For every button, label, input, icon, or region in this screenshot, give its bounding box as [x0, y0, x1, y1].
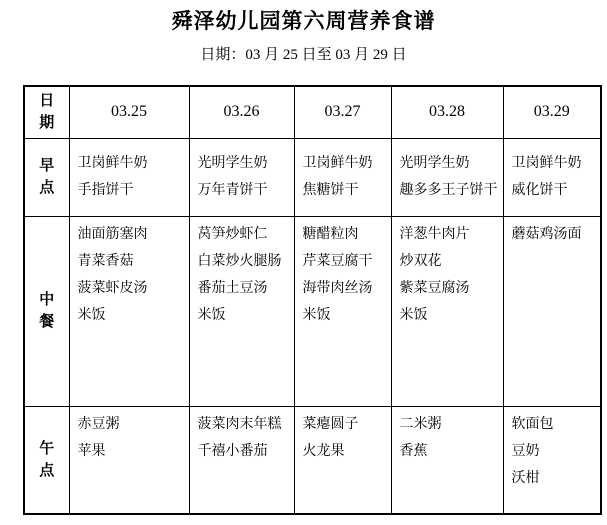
page-title: 舜泽幼儿园第六周营养食谱	[171, 9, 436, 33]
dish-line: 糖醋粒肉	[302, 226, 359, 242]
menu-cell-breakfast-0327	[294, 138, 391, 216]
date-range-subtitle: 日期：03 月 25 日至 03 月 29 日	[200, 47, 407, 63]
dish-line: 赤豆粥	[77, 416, 120, 432]
dish-line: 光明学生奶	[197, 156, 268, 171]
dish-line: 软面包	[511, 416, 554, 432]
row-label-lunch: 中餐	[24, 216, 69, 406]
dish-line: 米饭	[77, 307, 106, 323]
dish-line: 蘑菇鸡汤面	[511, 226, 582, 242]
dish-line: 威化饼干	[511, 183, 568, 198]
dish-line: 焦糖饼干	[302, 183, 359, 198]
dish-line: 卫岗鲜牛奶	[302, 156, 373, 171]
dish-line: 菠菜虾皮汤	[77, 280, 148, 296]
dish-line: 米饭	[302, 307, 331, 323]
dish-line: 芹菜豆腐干	[302, 253, 373, 269]
menu-cell-breakfast-0329	[503, 138, 601, 216]
dish-line: 豆奶	[511, 443, 540, 459]
corner-header-date: 日期	[24, 86, 69, 138]
date-header-0328: 03.28	[391, 86, 503, 138]
weekly-menu-table	[23, 85, 602, 515]
dish-line: 莴笋炒虾仁	[197, 226, 268, 242]
dish-line: 炒双花	[399, 253, 442, 269]
menu-cell-breakfast-0328	[391, 138, 503, 216]
dish-line: 火龙果	[302, 443, 345, 459]
date-header-0325: 03.25	[69, 86, 189, 138]
menu-cell-snack-0329	[503, 406, 601, 514]
menu-cell-lunch-0327	[294, 216, 391, 406]
menu-cell-snack-0326	[189, 406, 294, 514]
dish-line: 二米粥	[399, 416, 442, 432]
menu-cell-lunch-0326	[189, 216, 294, 406]
dish-line: 千禧小番茄	[197, 443, 268, 459]
lunch-row	[24, 216, 601, 406]
dish-line: 卫岗鲜牛奶	[511, 156, 582, 171]
dish-line: 沃柑	[511, 470, 540, 486]
afternoon-snack-row	[24, 406, 601, 514]
menu-cell-snack-0327	[294, 406, 391, 514]
dish-line: 手指饼干	[77, 183, 134, 198]
header-row	[24, 86, 601, 138]
dish-line: 趣多多王子饼干	[399, 183, 498, 198]
dish-line: 卫岗鲜牛奶	[77, 156, 148, 171]
dish-line: 菠菜肉末年糕	[197, 416, 282, 432]
dish-line: 光明学生奶	[399, 156, 470, 171]
dish-line: 海带肉丝汤	[302, 280, 373, 296]
dish-line: 苹果	[77, 443, 106, 459]
date-header-0327: 03.27	[294, 86, 391, 138]
dish-line: 香蕉	[399, 443, 428, 459]
dish-line: 菜瘪圆子	[302, 416, 359, 432]
dish-line: 白菜炒火腿肠	[197, 253, 282, 269]
dish-line: 万年青饼干	[197, 183, 268, 198]
dish-line: 洋葱牛肉片	[399, 226, 470, 242]
menu-cell-snack-0325	[69, 406, 189, 514]
date-header-0329: 03.29	[503, 86, 601, 138]
row-label-afternoon-snack: 午点	[24, 406, 69, 514]
menu-cell-breakfast-0325	[69, 138, 189, 216]
date-header-0326: 03.26	[189, 86, 294, 138]
dish-line: 番茄土豆汤	[197, 280, 268, 296]
dish-line: 米饭	[399, 307, 428, 323]
dish-line: 紫菜豆腐汤	[399, 280, 470, 296]
breakfast-row	[24, 138, 601, 216]
dish-line: 青菜香菇	[77, 253, 134, 269]
menu-cell-breakfast-0326	[189, 138, 294, 216]
dish-line: 油面筋塞肉	[77, 226, 148, 242]
dish-line: 米饭	[197, 307, 226, 323]
row-label-breakfast: 早点	[24, 138, 69, 216]
menu-cell-lunch-0329	[503, 216, 601, 406]
menu-cell-lunch-0328	[391, 216, 503, 406]
menu-cell-snack-0328	[391, 406, 503, 514]
menu-cell-lunch-0325	[69, 216, 189, 406]
